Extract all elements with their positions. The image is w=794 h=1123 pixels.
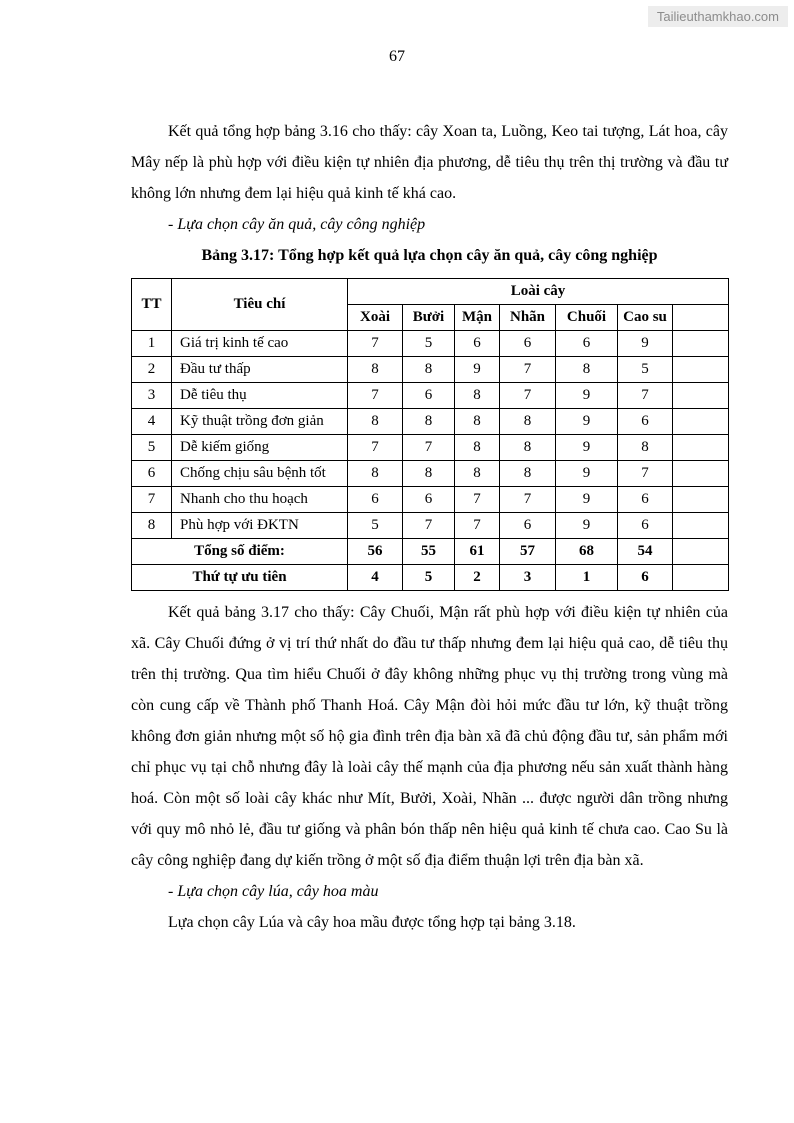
- score-cell: 7: [500, 383, 556, 409]
- score-cell: 7: [403, 435, 455, 461]
- priority-row-value: 1: [556, 565, 618, 591]
- score-cell: 5: [348, 513, 403, 539]
- score-cell: 7: [618, 461, 673, 487]
- row-number: 6: [132, 461, 172, 487]
- species-group-header: Loài cây: [348, 279, 729, 305]
- criteria-column-header: Tiêu chí: [172, 279, 348, 331]
- criteria-label: Dễ tiêu thụ: [172, 383, 348, 409]
- score-cell: 6: [500, 513, 556, 539]
- criteria-label: Phù hợp với ĐKTN: [172, 513, 348, 539]
- score-cell: 8: [500, 461, 556, 487]
- score-cell: 8: [455, 409, 500, 435]
- score-cell: 6: [618, 409, 673, 435]
- priority-row-value: 6: [618, 565, 673, 591]
- score-cell: 8: [455, 435, 500, 461]
- score-cell: 7: [618, 383, 673, 409]
- empty-cell: [673, 383, 729, 409]
- total-row-value: 61: [455, 539, 500, 565]
- criteria-row: [132, 409, 729, 435]
- score-cell: 7: [348, 435, 403, 461]
- species-header: Nhãn: [500, 305, 556, 331]
- score-cell: 9: [455, 357, 500, 383]
- priority-row-value: 3: [500, 565, 556, 591]
- score-cell: 8: [618, 435, 673, 461]
- empty-cell: [673, 461, 729, 487]
- species-header: Bưởi: [403, 305, 455, 331]
- criteria-row: [132, 461, 729, 487]
- empty-cell: [673, 513, 729, 539]
- species-header: Chuối: [556, 305, 618, 331]
- score-cell: 9: [556, 461, 618, 487]
- priority-row-value: 2: [455, 565, 500, 591]
- criteria-label: Nhanh cho thu hoạch: [172, 487, 348, 513]
- criteria-row: [132, 357, 729, 383]
- score-cell: 9: [556, 435, 618, 461]
- page-number: 67: [389, 48, 405, 65]
- priority-row-value: 5: [403, 565, 455, 591]
- closing-paragraph: Lựa chọn cây Lúa và cây hoa mầu được tổng hợp tại bảng 3.18.: [168, 914, 576, 931]
- species-header: Xoài: [348, 305, 403, 331]
- criteria-label: Giá trị kinh tế cao: [172, 331, 348, 357]
- score-cell: 8: [403, 357, 455, 383]
- score-cell: 8: [500, 435, 556, 461]
- score-cell: 6: [455, 331, 500, 357]
- watermark: Tailieuthamkhao.com: [648, 6, 788, 27]
- score-cell: 6: [500, 331, 556, 357]
- row-number: 2: [132, 357, 172, 383]
- score-cell: 5: [618, 357, 673, 383]
- species-header: Mận: [455, 305, 500, 331]
- empty-cell: [673, 357, 729, 383]
- priority-row-label: Thứ tự ưu tiên: [132, 565, 348, 591]
- fruit-tree-selection-item: - Lựa chọn cây ăn quả, cây công nghiệp: [168, 216, 426, 233]
- empty-cell: [673, 565, 729, 591]
- score-cell: 7: [500, 357, 556, 383]
- score-cell: 5: [403, 331, 455, 357]
- selection-results-table: [131, 278, 729, 591]
- criteria-label: Dễ kiếm giống: [172, 435, 348, 461]
- row-number: 8: [132, 513, 172, 539]
- empty-cell: [673, 409, 729, 435]
- score-cell: 8: [348, 357, 403, 383]
- row-number: 1: [132, 331, 172, 357]
- empty-cell: [673, 539, 729, 565]
- priority-row: [132, 565, 729, 591]
- score-cell: 7: [348, 383, 403, 409]
- score-cell: 8: [348, 461, 403, 487]
- score-cell: 6: [403, 487, 455, 513]
- table-header-row-1: [132, 279, 729, 305]
- tt-column-header: TT: [132, 279, 172, 331]
- criteria-label: Đầu tư thấp: [172, 357, 348, 383]
- total-row-value: 56: [348, 539, 403, 565]
- score-cell: 7: [455, 487, 500, 513]
- criteria-row: [132, 331, 729, 357]
- criteria-label: Kỹ thuật trồng đơn giản: [172, 409, 348, 435]
- score-cell: 8: [403, 409, 455, 435]
- score-cell: 9: [556, 487, 618, 513]
- score-cell: 6: [618, 513, 673, 539]
- score-cell: 9: [556, 409, 618, 435]
- score-cell: 6: [403, 383, 455, 409]
- table-caption: Bảng 3.17: Tổng hợp kết quả lựa chọn cây ăn quả, cây công nghiệp: [201, 247, 658, 264]
- total-row-value: 55: [403, 539, 455, 565]
- row-number: 5: [132, 435, 172, 461]
- score-cell: 8: [403, 461, 455, 487]
- empty-cell: [673, 331, 729, 357]
- criteria-row: [132, 435, 729, 461]
- score-cell: 9: [556, 383, 618, 409]
- total-row-value: 57: [500, 539, 556, 565]
- score-cell: 6: [348, 487, 403, 513]
- criteria-row: [132, 383, 729, 409]
- score-cell: 9: [556, 513, 618, 539]
- row-number: 4: [132, 409, 172, 435]
- score-cell: 8: [455, 461, 500, 487]
- score-cell: 7: [348, 331, 403, 357]
- row-number: 7: [132, 487, 172, 513]
- score-cell: 8: [455, 383, 500, 409]
- species-header: Cao su: [618, 305, 673, 331]
- score-cell: 7: [455, 513, 500, 539]
- rice-selection-item: - Lựa chọn cây lúa, cây hoa màu: [168, 883, 379, 900]
- score-cell: 8: [500, 409, 556, 435]
- score-cell: 8: [348, 409, 403, 435]
- score-cell: 7: [500, 487, 556, 513]
- total-row-label: Tổng số điểm:: [132, 539, 348, 565]
- score-cell: 6: [618, 487, 673, 513]
- criteria-label: Chống chịu sâu bệnh tốt: [172, 461, 348, 487]
- row-number: 3: [132, 383, 172, 409]
- empty-header-cell: [673, 305, 729, 331]
- empty-cell: [673, 435, 729, 461]
- score-cell: 8: [556, 357, 618, 383]
- page-content: [131, 116, 728, 938]
- total-row: [132, 539, 729, 565]
- score-cell: 9: [618, 331, 673, 357]
- total-row-value: 54: [618, 539, 673, 565]
- score-cell: 7: [403, 513, 455, 539]
- criteria-row: [132, 487, 729, 513]
- analysis-paragraph: Kết quả bảng 3.17 cho thấy: Cây Chuối, Mận rất phù hợp với điều kiện tự nhiên của xã. Cây Chuối đứng ở vị trí thứ nhất do đầu tư thấp nhưng đem lại hiệu quả cao, dễ tiêu thụ trên thị trường. Qua tìm hiểu Chuối ở đây không những phục vụ thị trường trong vùng mà còn cung cấp về Thành phố Thanh Hoá. Cây Mận đòi hỏi mức đầu tư lớn, kỹ thuật trồng không đơn giản nhưng một số hộ gia đình trên địa bàn xã đã chủ động đầu tư, sản phẩm mới chỉ phục vụ tại chỗ nhưng đây là loài cây thế mạnh của địa phương nếu sản xuất thành hàng hoá. Còn một số loài cây khác như Mít, Bưởi, Xoài, Nhãn ... được người dân trồng nhưng với quy mô nhỏ lẻ, đầu tư giống và phân bón thấp nên hiệu quả kinh tế chưa cao. Cao Su là cây công nghiệp đang dự kiến trồng ở một số địa điểm thuận lợi trên địa bàn xã.: [131, 604, 728, 869]
- intro-paragraph: Kết quả tổng hợp bảng 3.16 cho thấy: cây Xoan ta, Luồng, Keo tai tượng, Lát hoa, cây Mây nếp là phù hợp với điều kiện tự nhiên địa phương, dễ tiêu thụ trên thị trường và đầu tư không lớn nhưng đem lại hiệu quả kinh tế khá cao.: [131, 123, 728, 202]
- empty-cell: [673, 487, 729, 513]
- priority-row-value: 4: [348, 565, 403, 591]
- criteria-row: [132, 513, 729, 539]
- score-cell: 6: [556, 331, 618, 357]
- total-row-value: 68: [556, 539, 618, 565]
